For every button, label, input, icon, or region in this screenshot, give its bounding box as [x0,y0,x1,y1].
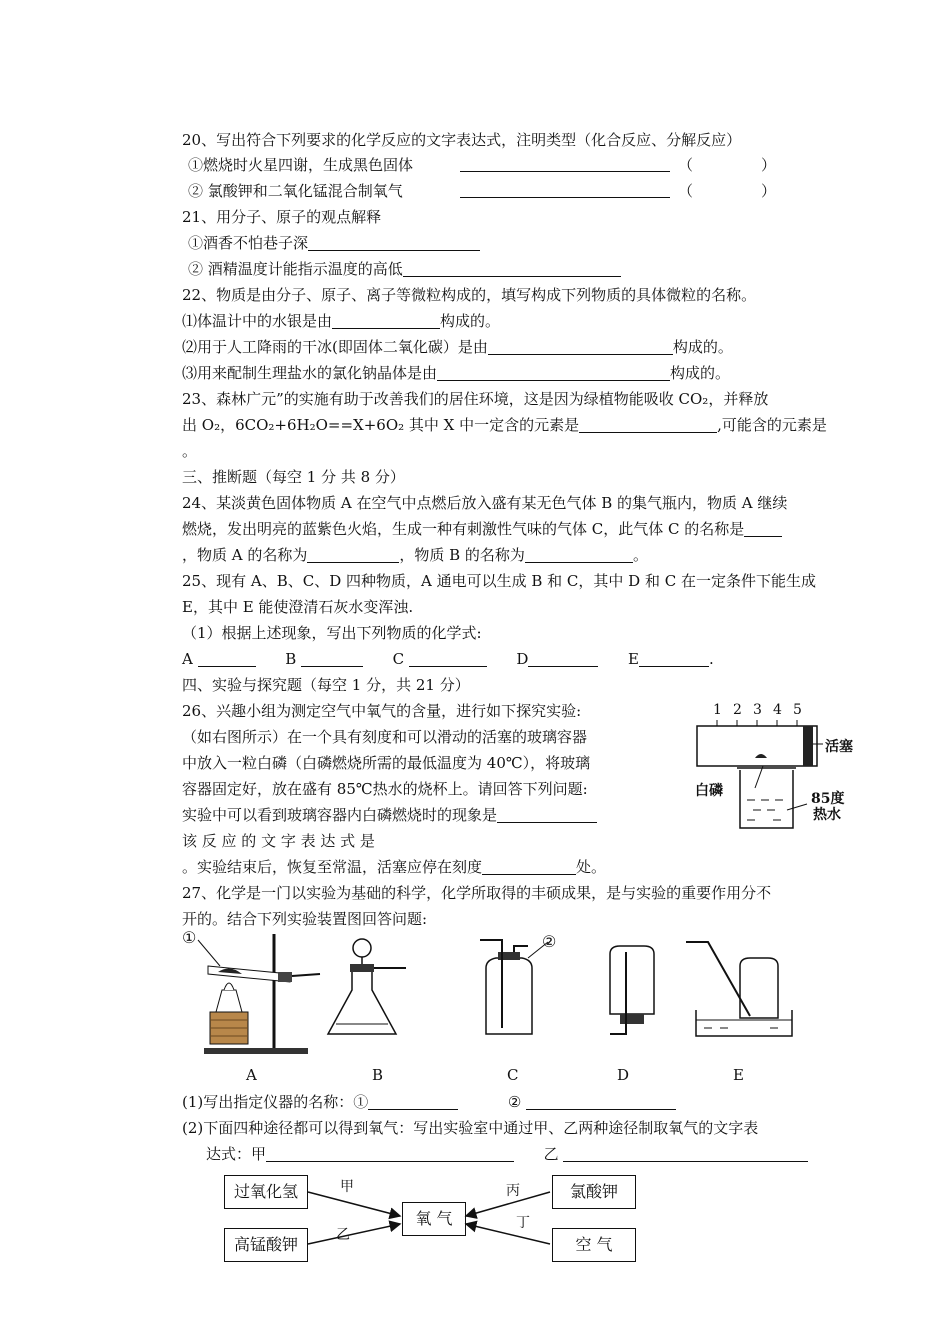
path-jia-label: 甲 [340,1179,354,1195]
path-bing-label: 丙 [506,1183,520,1199]
q27-instrument2-blank[interactable] [526,1093,676,1110]
q27-sub2: (2)下面四种途径都可以得到氧气：写出实验室中通过甲、乙两种途径制取氧气的文字表 [182,1119,759,1137]
q27-sub2-line2 [206,1144,808,1164]
q24-answer3-blank[interactable] [525,546,633,563]
path-ding-label: 丁 [516,1215,530,1231]
q25-label-b: B [285,650,297,668]
apparatus-e-label: E [733,1066,744,1084]
q27-sub1-text: (1)写出指定仪器的名称：① [182,1093,369,1111]
q21-answer1-blank[interactable] [308,234,480,251]
q24-line3-end: 。 [632,546,648,564]
q27-sub2-yi: 乙 [543,1145,559,1163]
q27-sub1 [182,1092,676,1112]
q25-end: . [708,650,714,668]
q22-item1-text: ⑴体温计中的水银是由 [182,312,333,330]
q25-line1: 25、现有 A、B、C、D 四种物质，A 通电可以生成 B 和 C，其中 D 和 C 在一定条件下能生成 [182,572,816,590]
q27-jia-blank[interactable] [266,1145,514,1162]
q23-line2-text: 出 O₂，6CO₂+6H₂O==X+6O₂ 其中 X 中一定含的元素是 [182,416,580,434]
air-box: 空 气 [552,1228,636,1262]
q21-item1 [188,233,480,253]
kmno4-box: 高锰酸钾 [224,1228,308,1262]
mark-2-label: ② [542,932,557,951]
q25-blank-a[interactable] [198,650,256,667]
mark-1-label: ① [182,928,197,947]
q27-line1: 27、化学是一门以实验为基础的科学，化学所取得的丰硕成果，是与实验的重要作用分不 [182,884,772,902]
apparatus-a-label: A [246,1066,257,1084]
scale-3: 3 [753,702,762,718]
q26-apparatus-figure [695,700,865,835]
scale-4: 4 [773,702,782,718]
hot-water-label: 热水 [813,807,841,823]
q22-answer1-blank[interactable] [332,312,440,329]
q21-stem: 21、用分子、原子的观点解释 [182,208,382,226]
q24-line3-text: ，物质 A 的名称为 [182,546,308,564]
scale-5: 5 [793,702,802,718]
q25-label-e: E [627,650,639,668]
q20-item1-text: ①燃烧时火星四谢，生成黑色固体 [188,156,414,174]
q22-answer2-blank[interactable] [488,338,673,355]
q27-sub1-mark2: ② [507,1093,522,1111]
q24-answer2-blank[interactable] [307,546,399,563]
q22-item2-text: ⑵用于人工降雨的干冰(即固体二氧化碳）是由 [182,338,488,356]
oxygen-box: 氧 气 [402,1202,466,1236]
q21-answer2-blank[interactable] [403,260,621,277]
q20-answer2-blank[interactable] [460,181,670,198]
scale-2: 2 [733,702,742,718]
path-yi-label: 乙 [336,1227,350,1243]
scale-1: 1 [713,702,722,718]
q27-yi-blank[interactable] [563,1145,808,1162]
q23-line1: 23、森林广元”的实施有助于改善我们的居住环境，这是因为绿植物能吸收 CO₂，并释放 [182,390,769,408]
q25-line2: E，其中 E 能使澄清石灰水变浑浊. [182,598,414,616]
q24-line1: 24、某淡黄色固体物质 A 在空气中点燃后放入盛有某无色气体 B 的集气瓶内，物质 A 继续 [182,494,788,512]
q22-item1-end: 构成的。 [440,312,501,330]
q21-item1-text: ①酒香不怕巷子深 [188,234,309,252]
q27-line2: 开的。结合下列实验装置图回答问题: [182,910,428,928]
paren-open: （ [678,156,694,174]
q26-line5-text: 实验中可以看到玻璃容器内白磷燃烧时的现象是 [182,806,498,824]
q24-answer1-blank[interactable] [744,520,782,537]
paren-close: ） [761,156,777,174]
q24-line3-mid: ，物质 B 的名称为 [399,546,525,564]
q22-item3-text: ⑶用来配制生理盐水的氯化钠晶体是由 [182,364,438,382]
q26-answer3-blank[interactable] [482,858,576,875]
q27-instrument1-blank[interactable] [368,1093,458,1110]
q20-type2[interactable] [678,181,776,201]
q22-item3-end: 构成的。 [670,364,731,382]
q26-line3: 中放入一粒白磷（白磷燃烧所需的最低温度为 40℃），将玻璃 [182,754,591,772]
phosphorus-label: 白磷 [695,783,723,799]
water-temp-label: 85度 [811,791,845,807]
q20-item1 [188,155,413,175]
q27-apparatus-figure [180,928,800,1060]
q20-answer1-blank[interactable] [460,155,670,172]
q25-answers [182,649,714,669]
q22-item1 [182,311,500,331]
q24-line2-text: 燃烧，发出明亮的蓝紫色火焰，生成一种有刺激性气味的气体 C，此气体 C 的名称是 [182,520,745,538]
q25-label-d: D [516,650,529,668]
q20-stem: 20、写出符合下列要求的化学反应的文字表达式，注明类型（化合反应、分解反应） [182,131,742,149]
apparatus-c-label: C [507,1066,519,1084]
q25-blank-b[interactable] [301,650,363,667]
q22-item3 [182,363,730,383]
apparatus-b-label: B [372,1066,384,1084]
q22-answer3-blank[interactable] [437,364,670,381]
q26-line5 [182,805,597,825]
q23-line2-mid: ,可能含的元素是 [717,416,827,434]
q21-item2 [188,259,621,279]
q25-label-a: A [182,650,193,668]
q20-type1[interactable] [678,155,776,175]
paren-open: （ [678,182,694,200]
q22-stem: 22、物质是由分子、原子、离子等微粒构成的，填写构成下列物质的具体微粒的名称。 [182,286,757,304]
q22-item2-end: 构成的。 [672,338,733,356]
q25-blank-c[interactable] [409,650,487,667]
kclo3-box: 氯酸钾 [552,1175,636,1209]
q26-line4: 容器固定好，放在盛有 85℃热水的烧杯上。请回答下列问题: [182,780,588,798]
q20-item2: ② 氯酸钾和二氧化锰混合制氧气 [188,182,403,200]
q25-line3: （1）根据上述现象，写出下列物质的化学式: [182,624,482,642]
section3-title: 三、推断题（每空 1 分 共 8 分） [182,468,405,486]
q26-line6: 该 反 应 的 文 字 表 达 式 是 [182,832,375,850]
q27-sub2-jia: 达式：甲 [206,1145,267,1163]
section4-title: 四、实验与探究题（每空 1 分，共 21 分） [182,676,470,694]
q22-item2 [182,337,733,357]
q25-blank-e[interactable] [639,650,709,667]
q24-line3 [182,545,648,565]
q25-blank-d[interactable] [528,650,598,667]
h2o2-box: 过氧化氢 [224,1175,308,1209]
q25-label-c: C [392,650,405,668]
q23-line3: 。 [182,442,198,460]
q21-item2-text: ② 酒精温度计能指示温度的高低 [188,260,403,278]
q24-line2 [182,519,782,539]
q26-line7-text: 。实验结束后，恢复至常温，活塞应停在刻度 [182,858,483,876]
q26-answer1-blank[interactable] [497,806,597,823]
apparatus-d-label: D [617,1066,630,1084]
q23-line2 [182,415,827,435]
q26-line7 [182,857,606,877]
q23-answer1-blank[interactable] [579,416,717,433]
piston-label: 活塞 [825,739,853,755]
q26-line1: 26、兴趣小组为测定空气中氧气的含量，进行如下探究实验: [182,702,582,720]
q26-line2: （如右图所示）在一个具有刻度和可以滑动的活塞的玻璃容器 [182,728,588,746]
paren-close: ） [761,182,777,200]
q26-line7-end: 处。 [576,858,607,876]
